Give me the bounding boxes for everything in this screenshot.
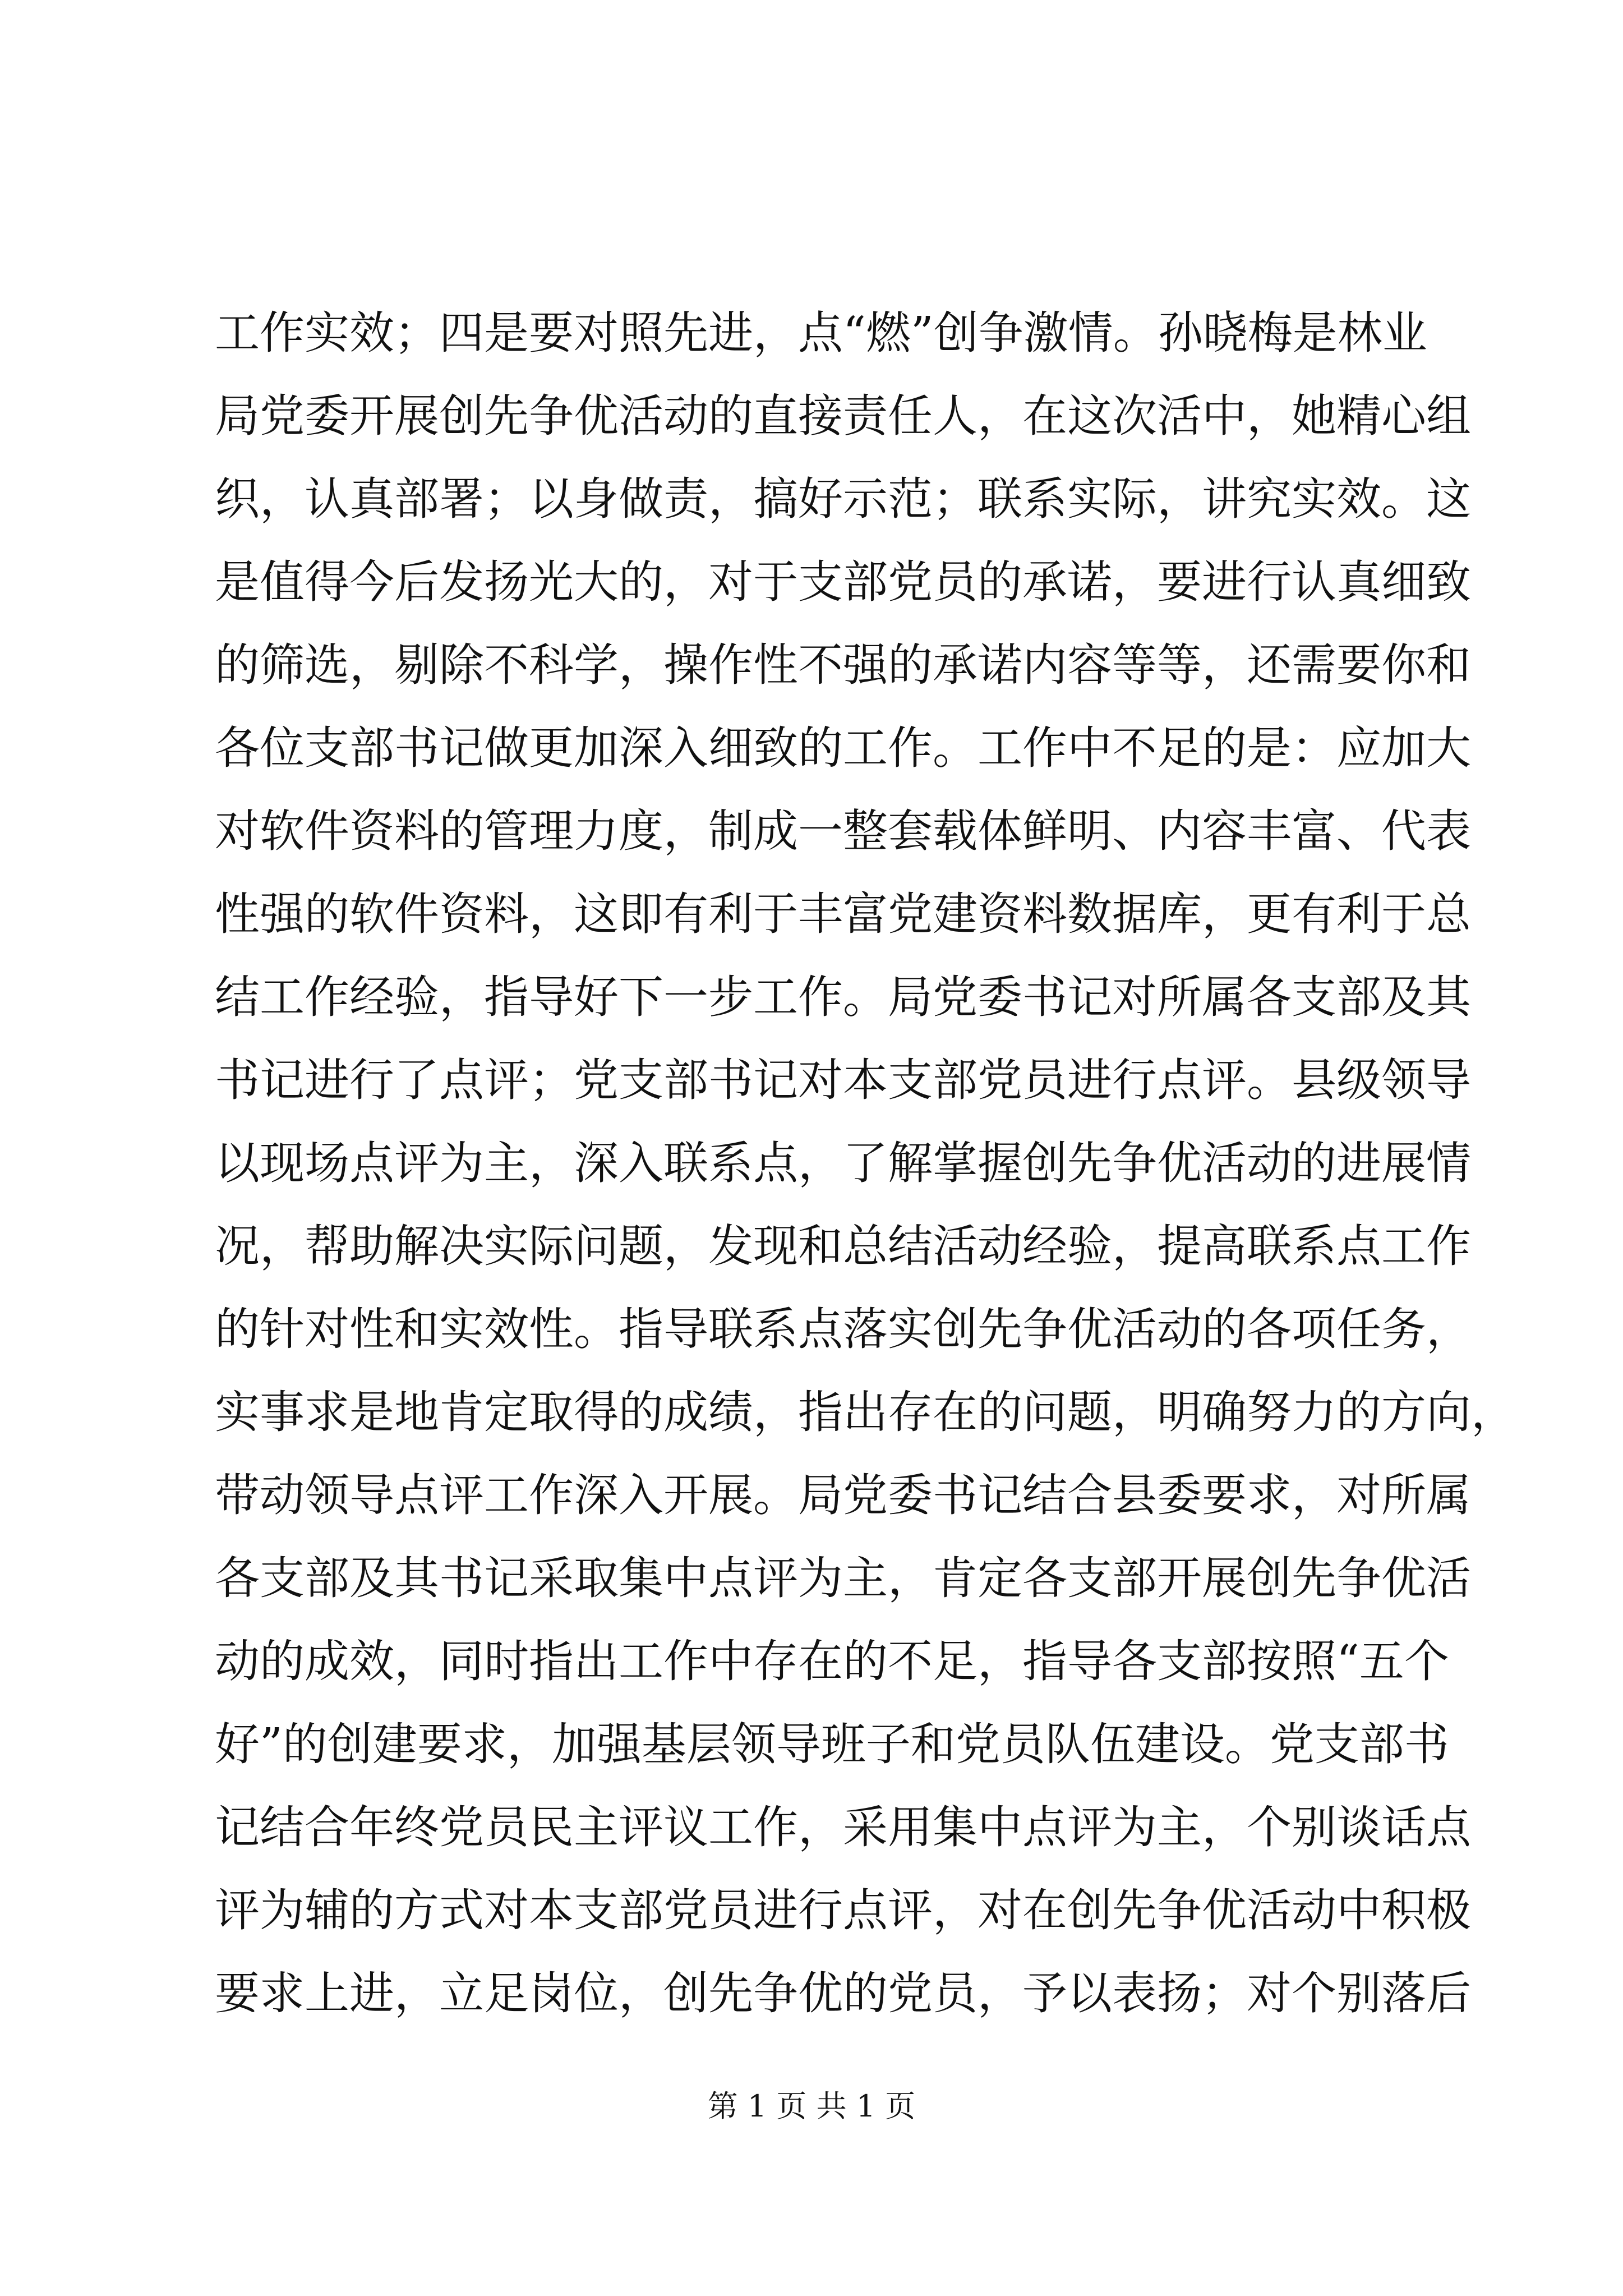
text-line-18: 好”的创建要求，加强基层领导班子和党员队伍建设。党支部书 (215, 1718, 1449, 1770)
text-line-12: 况，帮助解决实际问题，发现和总结活动经验，提高联系点工作 (215, 1220, 1471, 1272)
text-line-8: 性强的软件资料，这即有利于丰富党建资料数据库，更有利于总 (215, 888, 1471, 940)
text-line-5: 的筛选，剔除不科学，操作性不强的承诺内容等等，还需要你和 (215, 639, 1471, 691)
text-line-20: 评为辅的方式对本支部党员进行点评，对在创先争优活动中积极 (215, 1884, 1471, 1936)
text-line-16: 各支部及其书记采取集中点评为主，肯定各支部开展创先争优活 (215, 1552, 1471, 1604)
body-text (215, 292, 1516, 2035)
text-line-2: 局党委开展创先争优活动的直接责任人，在这次活中，她精心组 (215, 390, 1471, 442)
text-line-6: 各位支部书记做更加深入细致的工作。工作中不足的是：应加大 (215, 722, 1471, 774)
page-number-label: 第 1 页 共 1 页 (707, 2088, 916, 2124)
text-line-9: 结工作经验，指导好下一步工作。局党委书记对所属各支部及其 (215, 971, 1471, 1023)
text-line-17: 动的成效，同时指出工作中存在的不足，指导各支部按照“五个 (215, 1635, 1449, 1687)
text-line-19: 记结合年终党员民主评议工作，采用集中点评为主，个别谈话点 (215, 1801, 1471, 1853)
text-line-15: 带动领导点评工作深入开展。局党委书记结合县委要求，对所属 (215, 1469, 1471, 1521)
text-line-1: 工作实效；四是要对照先进，点“燃”创争激情。孙晓梅是林业 (215, 307, 1427, 359)
text-line-21: 要求上进，立足岗位，创先争优的党员，予以表扬；对个别落后 (215, 1967, 1471, 2019)
text-line-10: 书记进行了点评；党支部书记对本支部党员进行点评。县级领导 (215, 1054, 1471, 1106)
text-line-7: 对软件资料的管理力度，制成一整套载体鲜明、内容丰富、代表 (215, 805, 1471, 857)
text-line-4: 是值得今后发扬光大的，对于支部党员的承诺，要进行认真细致 (215, 556, 1471, 608)
page-footer (0, 2084, 1623, 2129)
text-line-11: 以现场点评为主，深入联系点，了解掌握创先争优活动的进展情 (215, 1137, 1471, 1189)
text-line-14: 实事求是地肯定取得的成绩，指出存在的问题，明确努力的方向， (215, 1386, 1516, 1438)
text-line-3: 织，认真部署；以身做责，搞好示范；联系实际，讲究实效。这 (215, 473, 1471, 525)
text-line-13: 的针对性和实效性。指导联系点落实创先争优活动的各项任务， (215, 1303, 1471, 1355)
